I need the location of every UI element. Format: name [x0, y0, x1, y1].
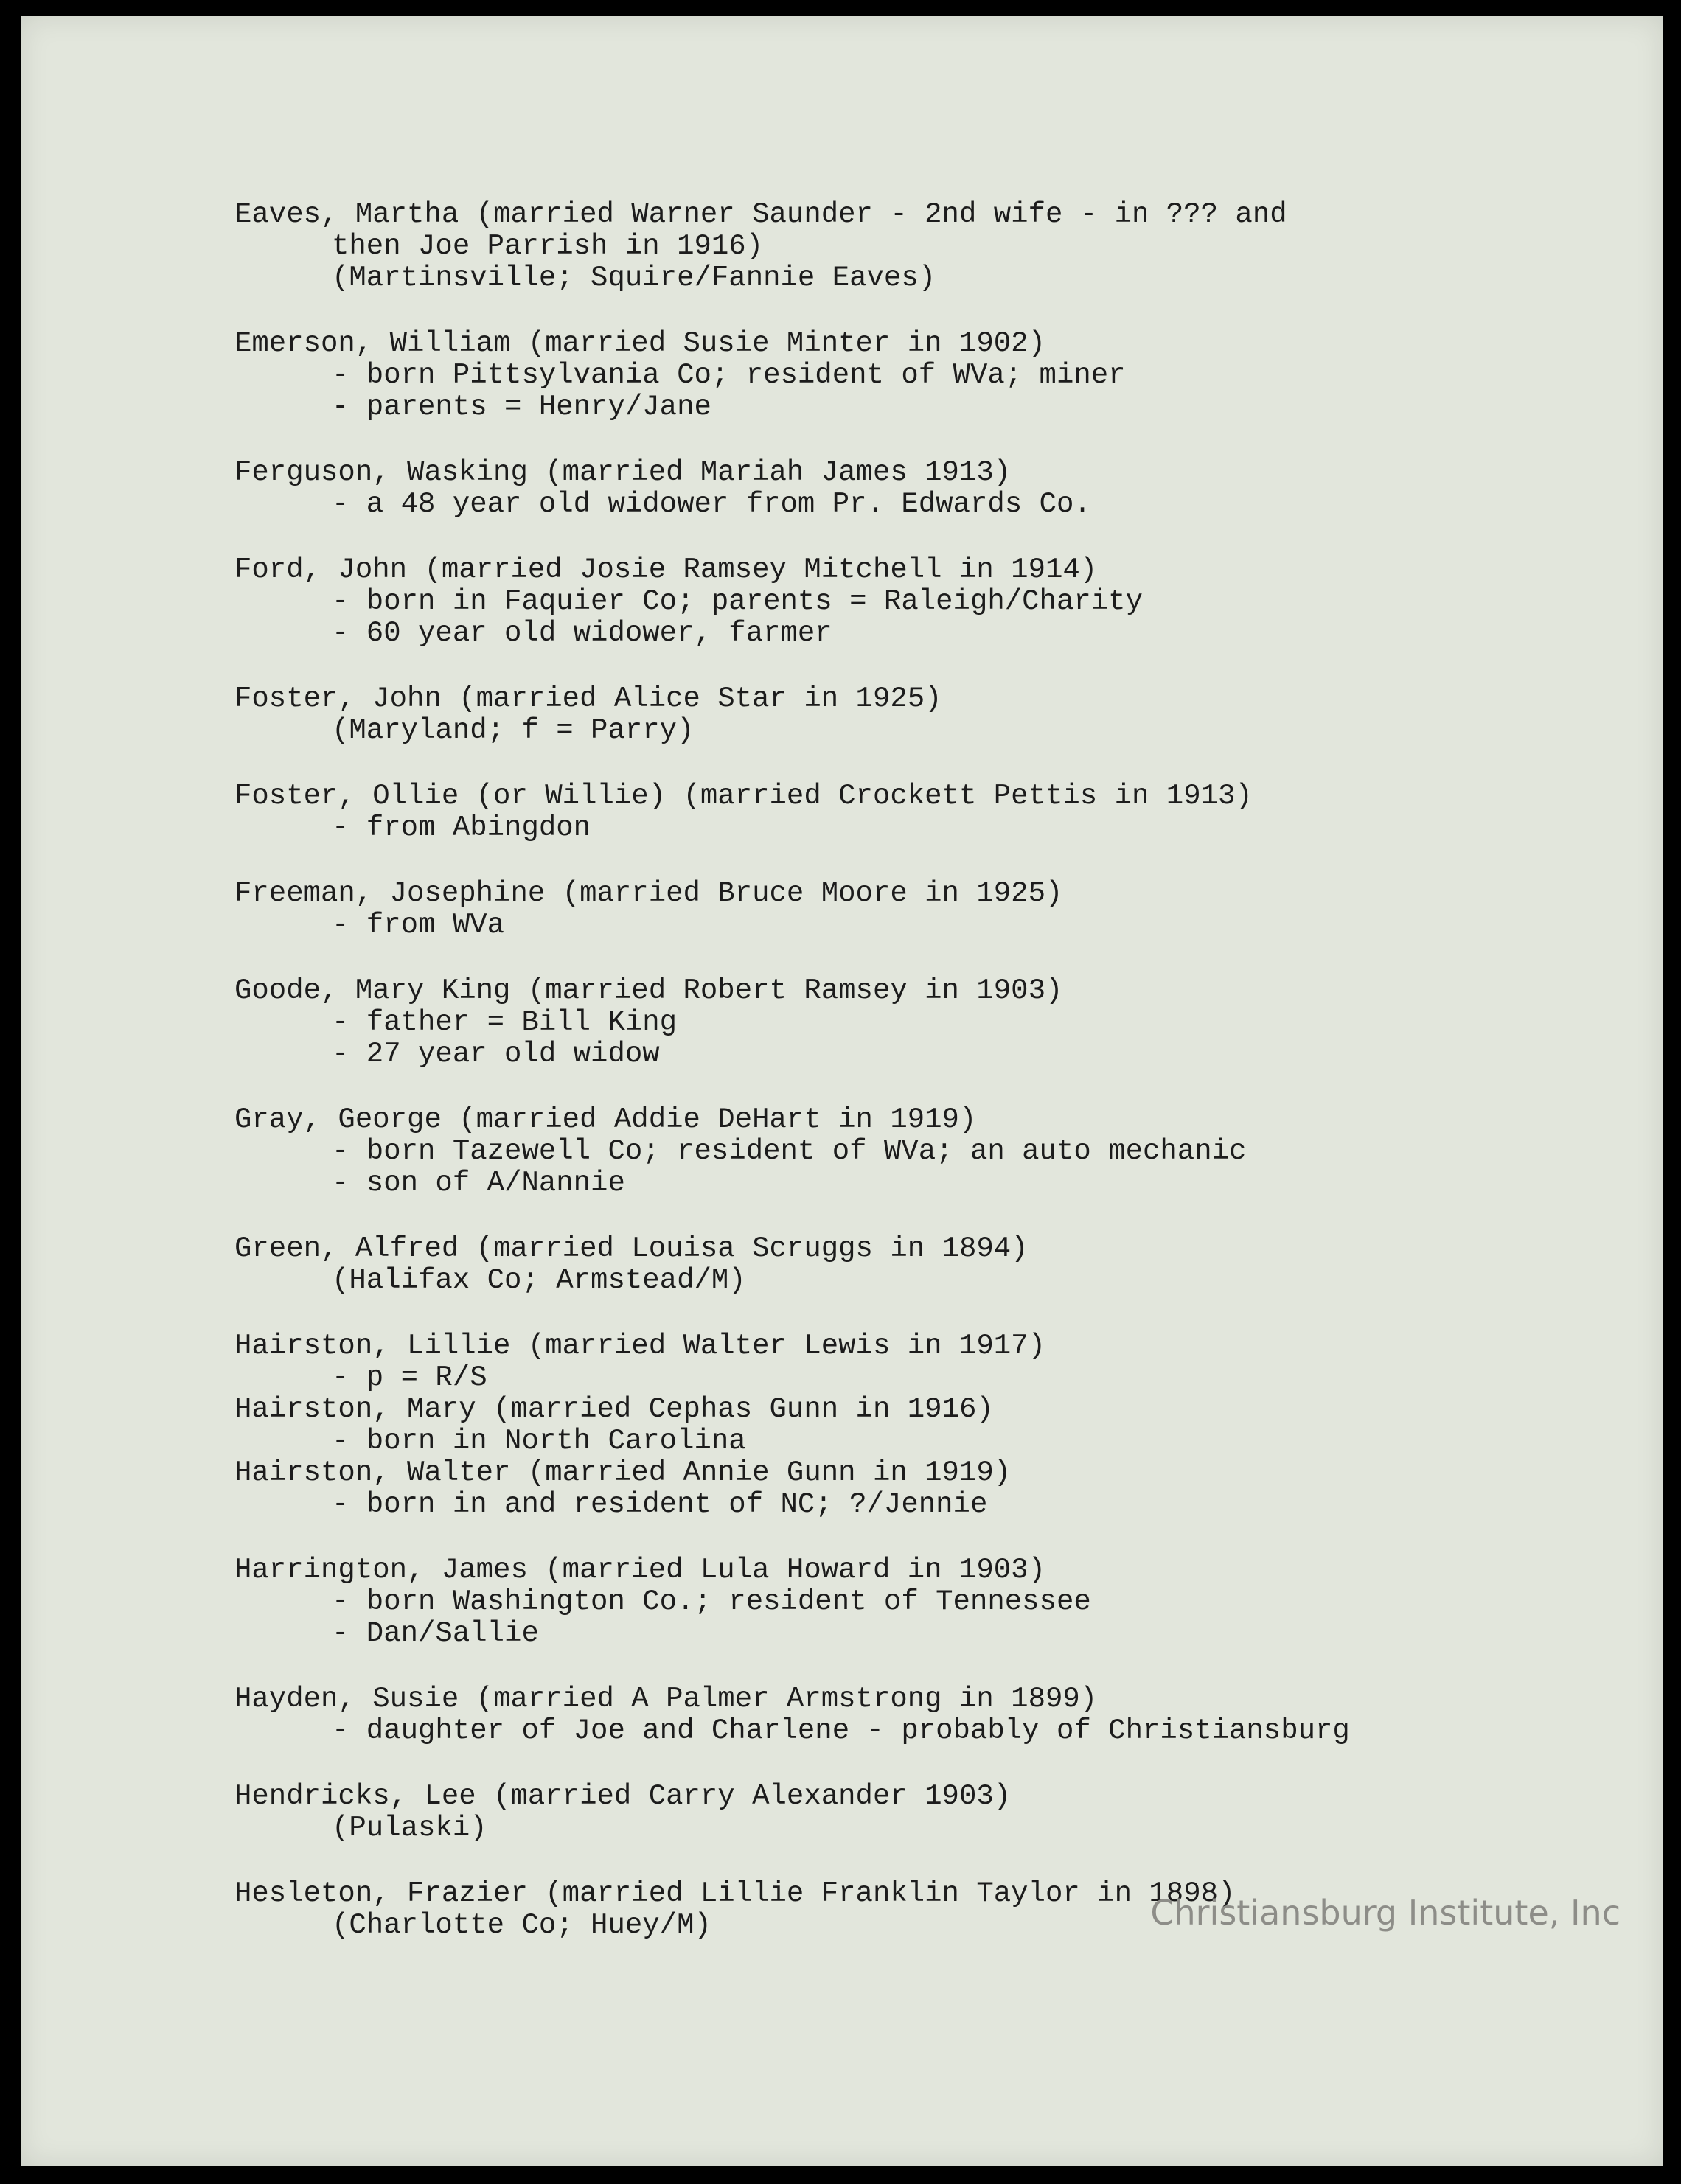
- entry-hayden-susie: [234, 1684, 1562, 1747]
- entry-detail: - born in North Carolina: [332, 1426, 746, 1457]
- entry-heading: Freeman, Josephine (married Bruce Moore in 1925): [234, 878, 1063, 910]
- entry-detail: - born in Faquier Co; parents = Raleigh/Charity: [332, 586, 1143, 618]
- entry-ford-john: [234, 554, 1562, 649]
- entry-heading: Harrington, James (married Lula Howard in 1903): [234, 1555, 1045, 1586]
- entry-heading: Hendricks, Lee (married Carry Alexander 1903): [234, 1781, 1012, 1813]
- entry-heading: Hairston, Lillie (married Walter Lewis in 1917): [234, 1330, 1045, 1362]
- entry-detail: - daughter of Joe and Charlene - probably of Christiansburg: [332, 1715, 1350, 1747]
- watermark-text: Christiansburg Institute, Inc: [1150, 1893, 1621, 1933]
- entry-detail: - born Washington Co.; resident of Tennessee: [332, 1586, 1091, 1618]
- entry-heading: Emerson, William (married Susie Minter in 1902): [234, 328, 1045, 360]
- entry-heading: Eaves, Martha (married Warner Saunder - 2nd wife - in ??? and: [234, 199, 1287, 231]
- entry-detail: (Martinsville; Squire/Fannie Eaves): [332, 262, 936, 294]
- entry-ferguson-wasking: [234, 457, 1562, 520]
- document-page: [21, 16, 1663, 2166]
- entry-freeman-josephine: [234, 878, 1562, 941]
- entry-heading: Hesleton, Frazier (married Lillie Franklin Taylor in 1898): [234, 1878, 1236, 1910]
- entry-heading: Goode, Mary King (married Robert Ramsey in 1903): [234, 975, 1063, 1007]
- entry-detail: - from Abingdon: [332, 812, 591, 844]
- entry-foster-john: [234, 683, 1562, 747]
- entry-detail: - son of A/Nannie: [332, 1168, 625, 1199]
- entry-heading: Foster, Ollie (or Willie) (married Crockett Pettis in 1913): [234, 781, 1253, 812]
- entry-detail: - from WVa: [332, 910, 505, 941]
- entry-detail: - born in and resident of NC; ?/Jennie: [332, 1489, 988, 1521]
- entry-detail: (Maryland; f = Parry): [332, 715, 695, 747]
- entry-detail: (Pulaski): [332, 1813, 487, 1844]
- entry-heading: Ford, John (married Josie Ramsey Mitchell in 1914): [234, 554, 1098, 586]
- entry-detail: - Dan/Sallie: [332, 1618, 539, 1650]
- entry-heading: Hairston, Walter (married Annie Gunn in 1919): [234, 1457, 1012, 1489]
- entry-green-alfred: [234, 1233, 1562, 1297]
- entry-detail: then Joe Parrish in 1916): [332, 231, 764, 262]
- entry-detail: - p = R/S: [332, 1362, 487, 1394]
- entry-heading: Gray, George (married Addie DeHart in 1919): [234, 1104, 977, 1136]
- entry-detail: (Halifax Co; Armstead/M): [332, 1265, 746, 1297]
- entry-detail: - 27 year old widow: [332, 1039, 660, 1070]
- entry-heading: Green, Alfred (married Louisa Scruggs in 1894): [234, 1233, 1029, 1265]
- entry-detail: - 60 year old widower, farmer: [332, 618, 832, 649]
- entry-heading: Hairston, Mary (married Cephas Gunn in 1916): [234, 1394, 994, 1426]
- entry-emerson-william: [234, 328, 1562, 423]
- entry-detail: - born Pittsylvania Co; resident of WVa; miner: [332, 360, 1126, 391]
- entry-detail: (Charlotte Co; Huey/M): [332, 1910, 711, 1941]
- entry-list: [234, 199, 1562, 1941]
- entry-harrington-james: [234, 1555, 1562, 1650]
- entry-detail: - born Tazewell Co; resident of WVa; an auto mechanic: [332, 1136, 1247, 1168]
- entry-hendricks-lee: [234, 1781, 1562, 1844]
- entry-eaves-martha: [234, 199, 1562, 294]
- entry-detail: - a 48 year old widower from Pr. Edwards Co.: [332, 489, 1091, 520]
- entry-gray-george: [234, 1104, 1562, 1199]
- entry-goode-mary-king: [234, 975, 1562, 1070]
- entry-detail: - father = Bill King: [332, 1007, 678, 1039]
- entry-heading: Ferguson, Wasking (married Mariah James 1913): [234, 457, 1012, 489]
- entry-hairston-group: [234, 1330, 1562, 1521]
- entry-heading: Hayden, Susie (married A Palmer Armstrong in 1899): [234, 1684, 1098, 1715]
- entry-detail: - parents = Henry/Jane: [332, 391, 711, 423]
- entry-foster-ollie: [234, 781, 1562, 844]
- entry-heading: Foster, John (married Alice Star in 1925): [234, 683, 942, 715]
